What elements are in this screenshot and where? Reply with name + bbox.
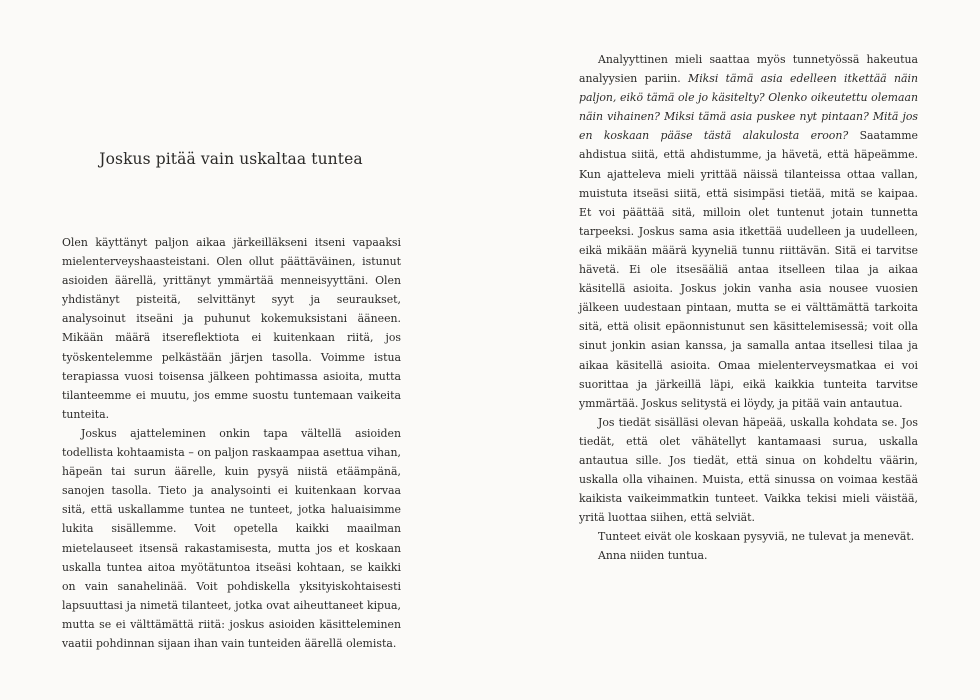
paragraph: Anna niiden tuntua. — [598, 549, 708, 563]
paragraph-intro: Analyyttinen mieli saattaa myös tunnetyössä hakeutua analyysien pariin. — [579, 53, 918, 86]
left-page-text — [62, 233, 401, 653]
right-page-text — [579, 50, 918, 566]
italic-questions: Miksi tämä asia edelleen itkettää näin paljon, eikö tämä ole jo käsitelty? Olenko oikeutettu olemaan näin vihainen? Miksi tämä asia puskee nyt pintaan? Mitä jos en koskaan pääse tästä alakulosta eroon? — [579, 72, 918, 143]
right-page — [490, 0, 980, 700]
paragraph: Olen käyttänyt paljon aikaa järkeilläkseni itseni vapaaksi mielenterveyshaasteistani. Olen ollut päättäväinen, istunut asioiden äärellä, yrittänyt ymmärtää menneisyyttäni. Olen yhdistänyt pisteitä, selvittänyt syyt ja seuraukset, analysoinut itseäni ja puhunut kokemuksistani ääneen. Mikään määrä itsereflektiota ei kuitenkaan riitä, jos työskentelemme pelkästään järjen tasolla. Voimme istua terapiassa vuosi toisensa jälkeen pohtimassa asioita, mutta tilanteemme ei muutu, jos emme suostu tuntemaan vaikeita tunteita. — [62, 236, 401, 421]
chapter-title: Joskus pitää vain uskaltaa tuntea — [99, 150, 363, 168]
paragraph: Joskus ajatteleminen onkin tapa vältellä asioiden todellista kohtaamista – on paljon raskaampaa asettua vihan, häpeän tai surun äärelle, kuin pysyä niistä etäämpänä, sanojen tasolla. Tieto ja analysointi ei kuitenkaan korvaa sitä, että uskallamme tuntea ne tunteet, jotka haluaisimme lukita sisällemme. Voit opetella kaikki maailman mietelauseet itsensä rakastamisesta, mutta jos et koskaan uskalla tuntea aitoa myötätuntoa itseäsi kohtaan, se kaikki on vain sanahelinää. Voit pohdiskella yksityiskohtaisesti lapsuuttasi ja nimetä tilanteet, jotka ovat aiheuttaneet kipua, mutta se ei välttämättä riitä: joskus asioiden käsitteleminen vaatii pohdinnan sijaan ihan vain tunteiden äärellä olemista. — [62, 426, 401, 650]
paragraph-rest: Saatamme ahdistua siitä, että ahdistumme, ja hävetä, että häpeämme. Kun ajatteleva mieli yrittää näissä tilanteissa ottaa vallan, muistuta itseäsi siitä, että sisimpäsi tietää, mitä se kaipaa. Et voi päättää sitä, milloin olet tuntenut jotain tunnetta tarpeeksi. Joskus sama asia itkettää uudelleen ja uudelleen, eikä mikään määrä kyyneliä tunnu riittävän. Sitä ei tarvitse hävetä. Ei ole itsesääliä antaa itselleen tilaa ja aikaa käsitellä asioita. Joskus jokin vanha asia nousee vuosien jälkeen uudestaan pintaan, mutta se ei välttämättä tarkoita sitä, että olisit epäonnistunut sen käsittelemisessä; voit olla sinut jonkin asian kanssa, ja samalla antaa itsellesi tilaa ja aikaa käsitellä asioita. Omaa mielenterveysmatkaa ei voi suorittaa ja järkeillä läpi, eikä kaikkia tunteita tarvitse ymmärtää. Joskus selitystä ei löydy, ja pitää vain antautua. — [579, 129, 918, 410]
paragraph: Jos tiedät sisälläsi olevan häpeää, uskalla kohdata se. Jos tiedät, että olet vähätellyt kantamaasi surua, uskalla antautua sille. Jos tiedät, että sinua on kohdeltu väärin, uskalla olla vihainen. Muista, että sinussa on voimaa kestää kaikista vaikeimmatkin tunteet. Vaikka tekisi mieli väistää, yritä luottaa siihen, että selviät. — [579, 415, 918, 525]
paragraph: Tunteet eivät ole koskaan pysyviä, ne tulevat ja menevät. — [598, 530, 915, 544]
paragraph — [579, 50, 918, 413]
